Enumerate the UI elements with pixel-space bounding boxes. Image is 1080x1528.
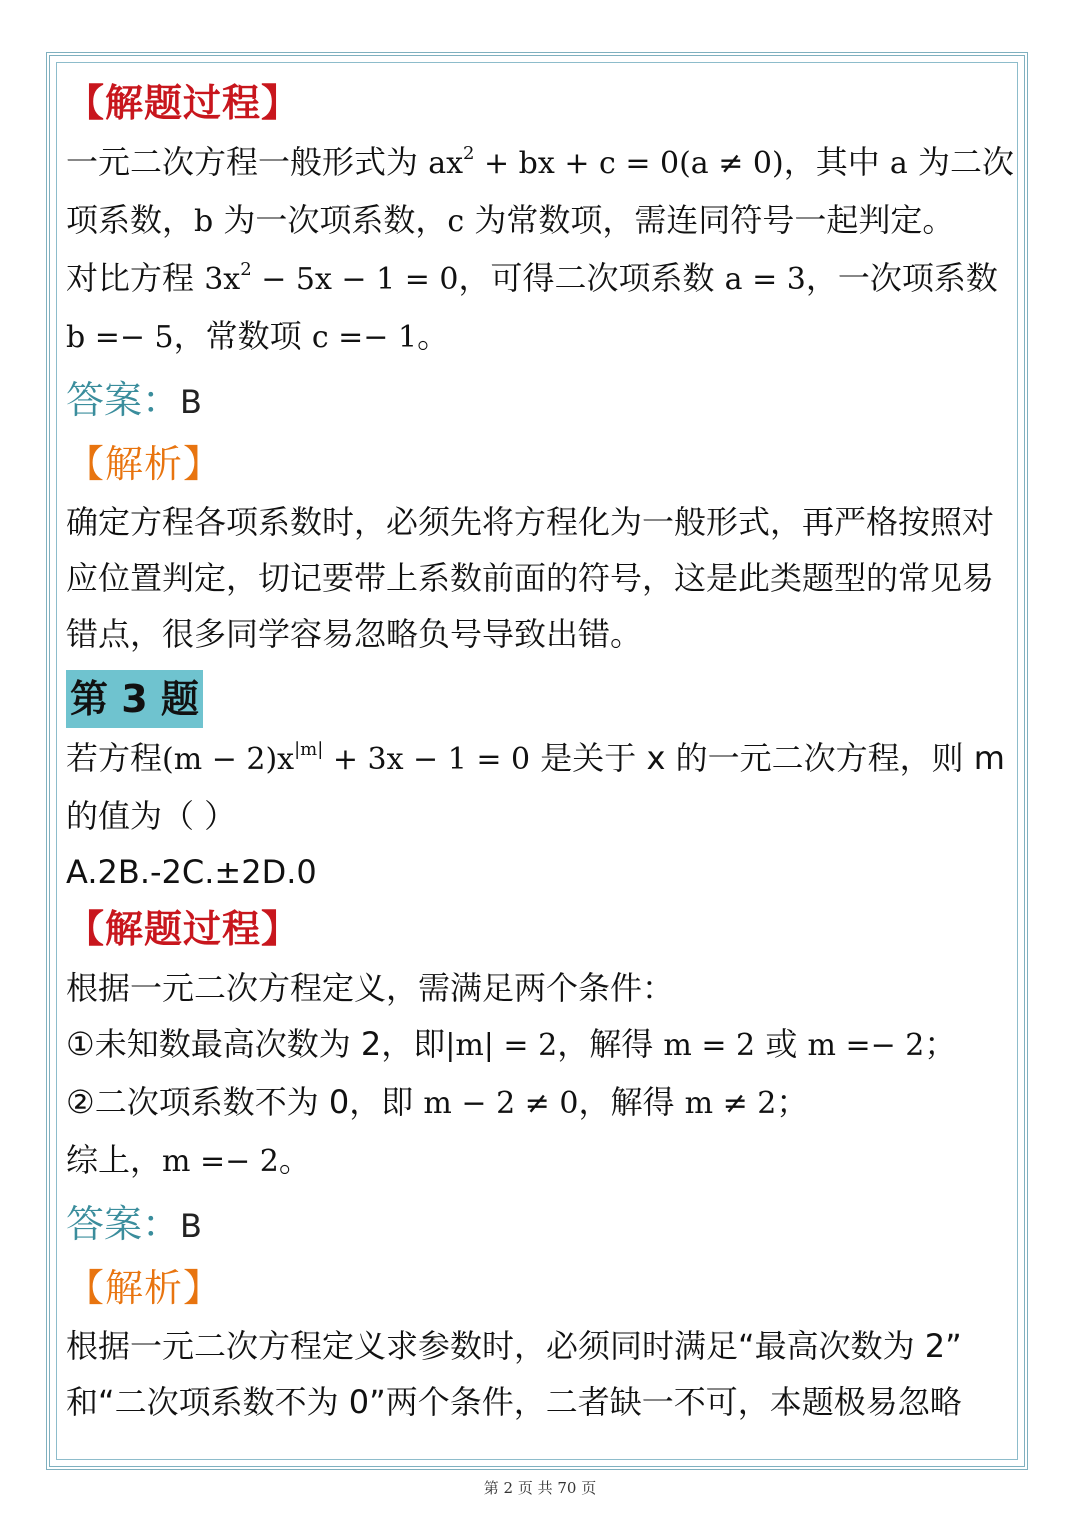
text: 为二次	[907, 143, 1014, 181]
text: ；	[776, 1083, 809, 1121]
question-line-1	[66, 730, 1016, 788]
question-options: A.2B.-2C.±2D.0	[66, 853, 317, 891]
text: 一元二次方程一般形式为	[66, 143, 429, 181]
analysis-heading: 【解析】	[66, 442, 223, 486]
text: ，其中	[783, 143, 890, 181]
analysis-line: 应位置判定，切记要带上系数前面的符号，这是此类题型的常见易	[66, 559, 995, 597]
math-term: m =− 2	[162, 1144, 279, 1179]
question-line-2: 的值为（ ）	[66, 797, 237, 835]
text: 若方程	[66, 739, 163, 777]
text: 项系数，	[66, 201, 195, 239]
text: ，解得	[557, 1025, 664, 1063]
math-term: a	[889, 146, 908, 181]
math-term: c =− 1	[311, 320, 418, 355]
exponent: |m|	[294, 739, 324, 760]
process-line-3	[66, 1074, 1016, 1132]
math-term: − 5x − 1 = 0	[251, 262, 459, 297]
math-term: b	[194, 204, 214, 239]
text: 。	[278, 1141, 311, 1179]
page-footer: 第 2 页 共 70 页	[483, 1479, 597, 1497]
process-line-4	[66, 308, 1016, 366]
solution-process-heading: 【解题过程】	[66, 907, 301, 951]
math-term: |m| = 2	[445, 1028, 558, 1063]
math-term: m ≠ 2	[684, 1086, 777, 1121]
answer-line	[66, 368, 1016, 434]
text: 是关于 x 的一元二次方程，则 m	[530, 739, 1005, 777]
math-term: 3x	[204, 262, 241, 297]
text: 为一次项系数，	[213, 201, 448, 239]
text: ，一次项系数	[805, 259, 998, 297]
math-term: + bx + c = 0(a ≠ 0)	[474, 146, 784, 181]
math-term: ax	[428, 146, 463, 181]
process-line-2	[66, 192, 1016, 250]
text: 对比方程	[66, 259, 205, 297]
analysis-line: 错点，很多同学容易忽略负号导致出错。	[66, 615, 643, 653]
text: 。	[417, 317, 450, 355]
text: ；	[924, 1025, 957, 1063]
text: ，可得二次项系数	[458, 259, 725, 297]
text: 综上，	[66, 1141, 163, 1179]
process-line-1: 根据一元二次方程定义，需满足两个条件：	[66, 969, 675, 1007]
answer-value: B	[180, 1207, 202, 1245]
question-title: 第 3 题	[66, 670, 203, 728]
text: ②二次项系数不为 0，即	[66, 1083, 424, 1121]
text: ，解得	[578, 1083, 685, 1121]
math	[162, 739, 531, 777]
math-term: (m − 2)x	[162, 742, 295, 777]
text: ，常数项	[173, 317, 312, 355]
math	[428, 143, 784, 181]
text: 或	[755, 1025, 808, 1063]
solution-process-heading: 【解题过程】	[66, 81, 301, 125]
text: ①未知数最高次数为 2，即	[66, 1025, 446, 1063]
math-term: c	[447, 204, 465, 239]
exponent: 2	[240, 259, 252, 280]
exponent: 2	[463, 143, 475, 164]
answer-line	[66, 1192, 1016, 1258]
math-term: a = 3	[724, 262, 806, 297]
process-line-1	[66, 134, 1016, 192]
analysis-line: 和“二次项系数不为 0”两个条件，二者缺一不可，本题极易忽略	[66, 1383, 962, 1421]
math-term: m − 2 ≠ 0	[423, 1086, 579, 1121]
analysis-line: 确定方程各项系数时，必须先将方程化为一般形式，再严格按照对	[66, 503, 995, 541]
math-term: b =− 5	[66, 320, 174, 355]
math-term: + 3x − 1 = 0	[323, 742, 531, 777]
answer-label: 答案：	[66, 1202, 181, 1246]
text: 为常数项，需连同符号一起判定。	[464, 201, 955, 239]
analysis-heading: 【解析】	[66, 1266, 223, 1310]
math	[204, 259, 459, 297]
process-line-4	[66, 1132, 1016, 1190]
math-term: m =− 2	[807, 1028, 925, 1063]
analysis-line: 根据一元二次方程定义求参数时，必须同时满足“最高次数为 2”	[66, 1327, 962, 1365]
math-term: m = 2	[663, 1028, 756, 1063]
answer-value: B	[180, 383, 202, 421]
process-line-3	[66, 250, 1016, 308]
page-content	[66, 74, 1016, 1430]
answer-label: 答案：	[66, 378, 181, 422]
process-line-2	[66, 1016, 1016, 1074]
